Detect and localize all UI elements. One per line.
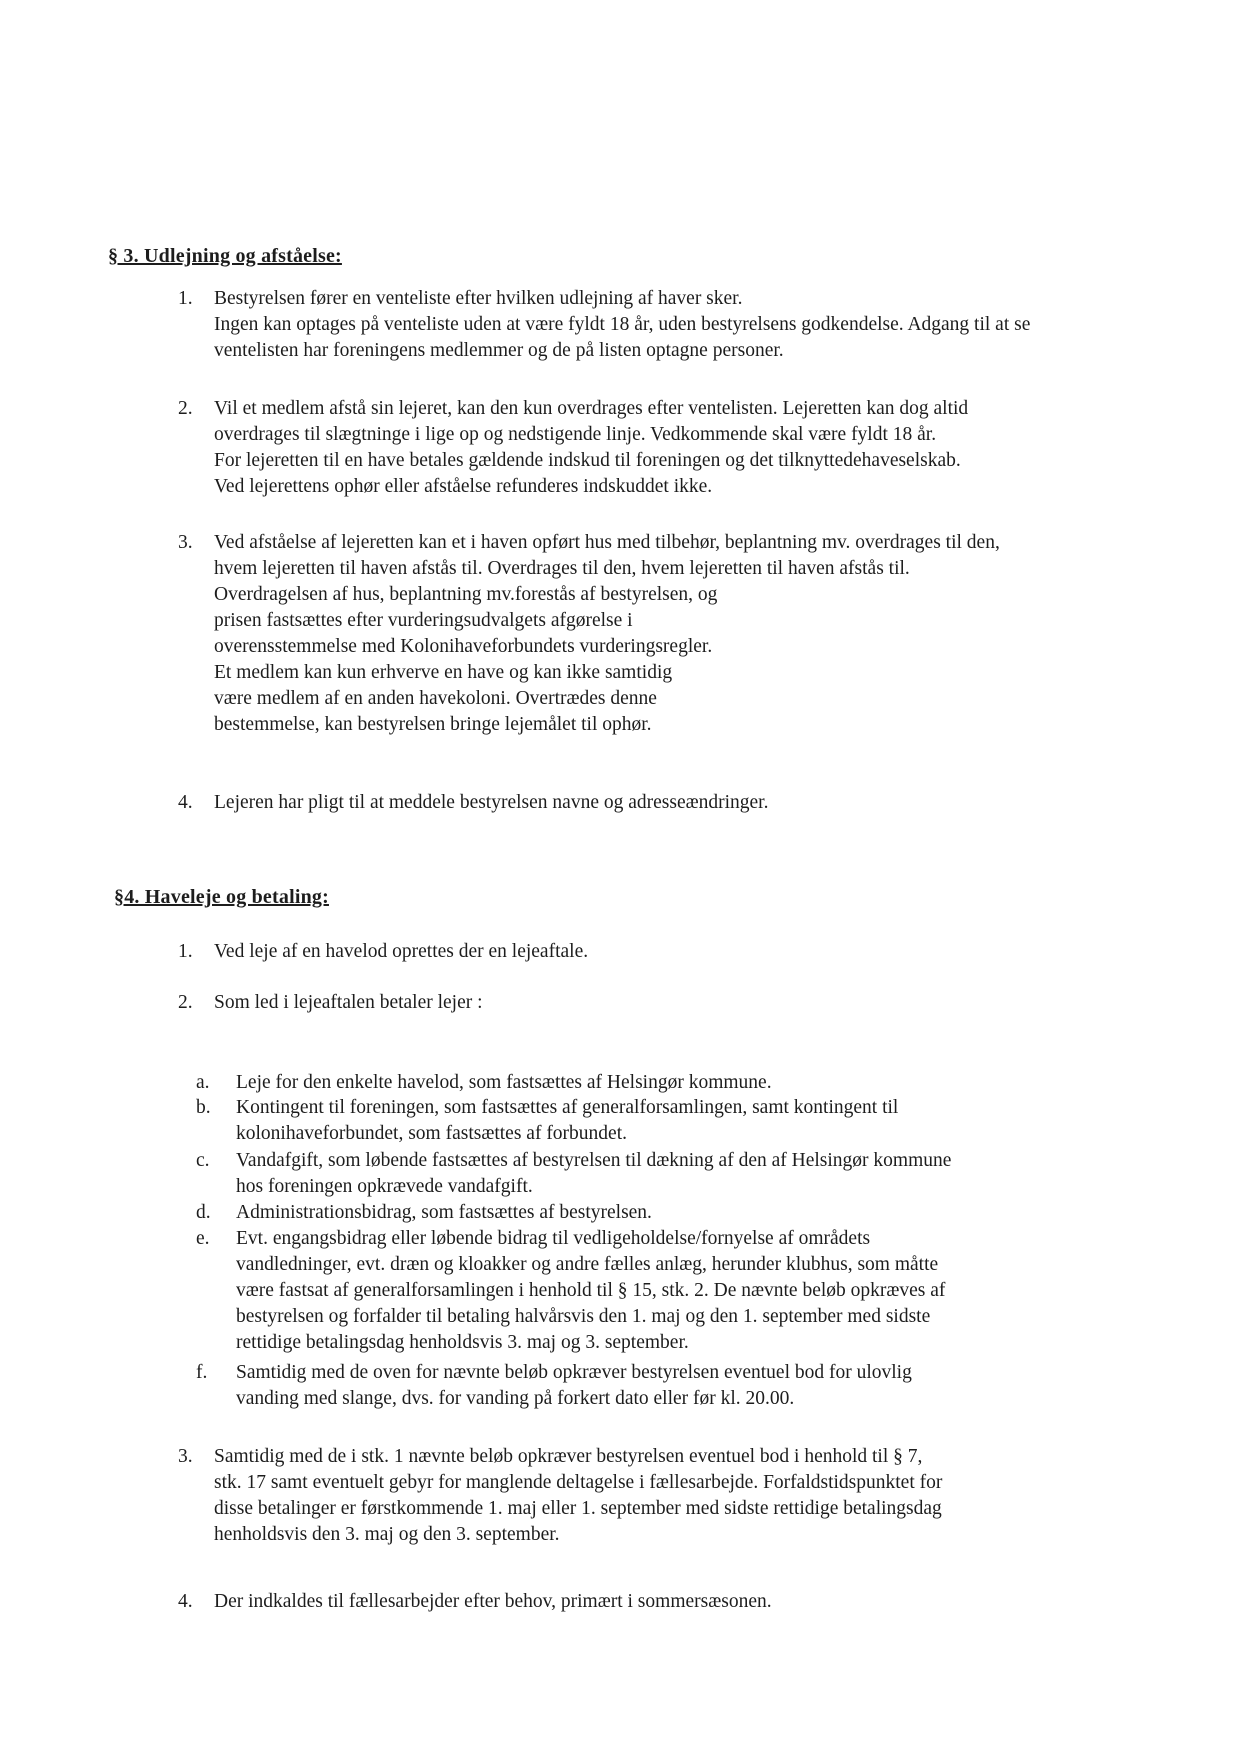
item-number: 1. — [178, 941, 193, 962]
subitem-line: bestyrelsen og forfalder til betaling halvårsvis den 1. maj og den 1. september med sidste — [236, 1306, 931, 1327]
item-line: bestemmelse, kan bestyrelsen bringe lejemålet til ophør. — [214, 714, 652, 735]
item-line: hvem lejeretten til haven afstås til. Overdrages til den, hvem lejeretten til haven afstås til. — [214, 558, 910, 579]
item-line: Ved afståelse af lejeretten kan et i haven opført hus med tilbehør, beplantning mv. overdrages til den, — [214, 532, 1000, 553]
subitem-line: Administrationsbidrag, som fastsættes af bestyrelsen. — [236, 1202, 652, 1223]
item-line: prisen fastsættes efter vurderingsudvalgets afgørelse i — [214, 610, 633, 631]
item-line: Ingen kan optages på venteliste uden at være fyldt 18 år, uden bestyrelsens godkendelse. Adgang til at se — [214, 314, 1031, 335]
item-line: Samtidig med de i stk. 1 nævnte beløb opkræver bestyrelsen eventuel bod i henhold til § 7, — [214, 1446, 923, 1467]
subitem-line: kolonihaveforbundet, som fastsættes af forbundet. — [236, 1123, 627, 1144]
subitem-line: Leje for den enkelte havelod, som fastsættes af Helsingør kommune. — [236, 1072, 772, 1093]
item-line: Bestyrelsen fører en venteliste efter hvilken udlejning af haver sker. — [214, 288, 743, 309]
item-line: Lejeren har pligt til at meddele bestyrelsen navne og adresseændringer. — [214, 792, 769, 813]
item-line: For lejeretten til en have betales gældende indskud til foreningen og det tilknyttedehaveselskab. — [214, 450, 961, 471]
subitem-letter: b. — [196, 1097, 211, 1118]
item-line: henholdsvis den 3. maj og den 3. september. — [214, 1524, 560, 1545]
subitem-letter: f. — [196, 1362, 208, 1383]
item-line: Overdragelsen af hus, beplantning mv.forestås af bestyrelsen, og — [214, 584, 718, 605]
item-line: Ved lejerettens ophør eller afståelse refunderes indskuddet ikke. — [214, 476, 713, 497]
item-line: Ved leje af en havelod oprettes der en lejeaftale. — [214, 941, 589, 962]
subitem-line: rettidige betalingsdag henholdsvis 3. maj og 3. september. — [236, 1332, 689, 1353]
item-line: Der indkaldes til fællesarbejder efter behov, primært i sommersæsonen. — [214, 1591, 772, 1612]
subitem-line: vandledninger, evt. dræn og kloakker og andre fælles anlæg, herunder klubhus, som måtte — [236, 1254, 939, 1275]
item-number: 4. — [178, 1591, 193, 1612]
subitem-line: Evt. engangsbidrag eller løbende bidrag til vedligeholdelse/fornyelse af områdets — [236, 1228, 871, 1249]
item-line: Som led i lejeaftalen betaler lejer : — [214, 992, 483, 1013]
item-number: 2. — [178, 398, 193, 419]
subitem-line: være fastsat af generalforsamlingen i henhold til § 15, stk. 2. De nævnte beløb opkræves af — [236, 1280, 946, 1301]
item-number: 1. — [178, 288, 193, 309]
section-3-heading: § 3. Udlejning og afståelse: — [108, 245, 342, 267]
item-number: 3. — [178, 1446, 193, 1467]
item-line: overensstemmelse med Kolonihaveforbundets vurderingsregler. — [214, 636, 713, 657]
subitem-line: Vandafgift, som løbende fastsættes af bestyrelsen til dækning af den af Helsingør kommune — [236, 1150, 952, 1171]
subitem-letter: a. — [196, 1072, 210, 1093]
item-line: være medlem af en anden havekoloni. Overtrædes denne — [214, 688, 657, 709]
subitem-line: vanding med slange, dvs. for vanding på forkert dato eller før kl. 20.00. — [236, 1388, 795, 1409]
item-number: 3. — [178, 532, 193, 553]
section-4-heading: §4. Haveleje og betaling: — [114, 886, 329, 908]
subitem-line: hos foreningen opkrævede vandafgift. — [236, 1176, 533, 1197]
item-line: stk. 17 samt eventuelt gebyr for manglende deltagelse i fællesarbejde. Forfaldstidspunktet for — [214, 1472, 943, 1493]
item-number: 4. — [178, 792, 193, 813]
subitem-line: Samtidig med de oven for nævnte beløb opkræver bestyrelsen eventuel bod for ulovlig — [236, 1362, 912, 1383]
subitem-letter: c. — [196, 1150, 210, 1171]
item-line: Vil et medlem afstå sin lejeret, kan den kun overdrages efter ventelisten. Lejeretten kan dog altid — [214, 398, 969, 419]
item-line: disse betalinger er førstkommende 1. maj eller 1. september med sidste rettidige betalingsdag — [214, 1498, 942, 1519]
subitem-letter: e. — [196, 1228, 210, 1249]
item-line: Et medlem kan kun erhverve en have og kan ikke samtidig — [214, 662, 673, 683]
item-line: ventelisten har foreningens medlemmer og de på listen optagne personer. — [214, 340, 784, 361]
subitem-line: Kontingent til foreningen, som fastsættes af generalforsamlingen, samt kontingent til — [236, 1097, 899, 1118]
subitem-letter: d. — [196, 1202, 211, 1223]
item-number: 2. — [178, 992, 193, 1013]
item-line: overdrages til slægtninge i lige op og nedstigende linje. Vedkommende skal være fyldt 18 år. — [214, 424, 937, 445]
